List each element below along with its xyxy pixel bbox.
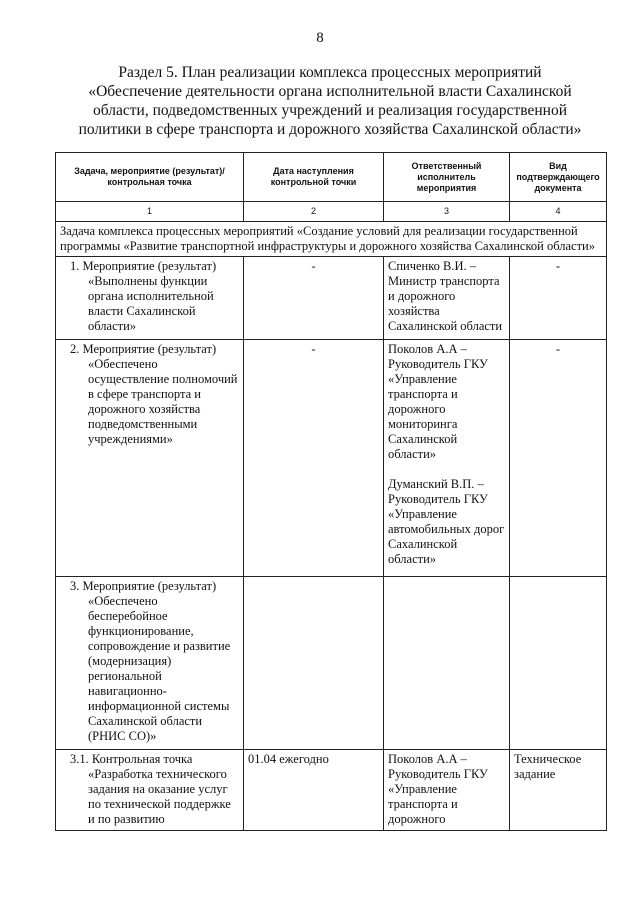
column-number: 4 <box>510 202 607 222</box>
responsible-cell <box>384 340 510 577</box>
responsible-person: Спиченко В.И. – Министр транспорта и дорожного хозяйства Сахалинской области <box>388 259 503 333</box>
table-row <box>56 257 607 340</box>
table-row <box>56 577 607 750</box>
activity-text: «Обеспечено осуществление полномочий в сфере транспорта и дорожного хозяйства подведомственными учреждениями» <box>88 357 238 446</box>
checkpoint-text: «Разработка технического задания на оказание услуг по технической поддержке и по развитию <box>88 767 231 826</box>
section-title-line: «Обеспечение деятельности органа исполнительной власти Сахалинской <box>88 83 572 100</box>
document-cell: Техническое задание <box>510 750 607 831</box>
responsible-cell: Поколов А.А – Руководитель ГКУ «Управление транспорта и дорожного <box>384 750 510 831</box>
responsible-person: Думанский В.П. – Руководитель ГКУ «Управление автомобильных дорог Сахалинской области» <box>388 477 505 566</box>
header-task: Задача, мероприятие (результат)/контрольная точка <box>56 153 244 202</box>
activity-text: «Выполнены функции органа исполнительной власти Сахалинской области» <box>88 274 214 333</box>
responsible-person: Поколов А.А – Руководитель ГКУ «Управление транспорта и дорожного мониторинга Сахалинской области» <box>388 342 488 461</box>
activity-cell <box>56 577 244 750</box>
date-cell <box>244 577 384 750</box>
activity-number: 1. <box>70 259 80 273</box>
header-document: Вид подтверждающего документа <box>510 153 607 202</box>
activity-number: 3. <box>70 579 80 593</box>
activity-title: Мероприятие (результат) <box>82 259 217 273</box>
document-cell <box>510 577 607 750</box>
activity-cell <box>56 257 244 340</box>
table-row <box>56 750 607 831</box>
activity-title: Мероприятие (результат) <box>82 342 217 356</box>
document-cell: - <box>510 340 607 577</box>
responsible-cell <box>384 577 510 750</box>
section-title-line: области, подведомственных учреждений и реализация государственной <box>93 102 567 119</box>
checkpoint-title: Контрольная точка <box>91 752 193 766</box>
section-title <box>60 63 600 139</box>
table-row <box>56 340 607 577</box>
checkpoint-number: 3.1. <box>70 752 89 766</box>
section-title-line: политики в сфере транспорта и дорожного хозяйства Сахалинской области» <box>78 121 582 138</box>
header-date: Дата наступления контрольной точки <box>244 153 384 202</box>
column-number: 2 <box>244 202 384 222</box>
header-responsible: Ответственный исполнитель мероприятия <box>384 153 510 202</box>
task-row <box>56 222 607 257</box>
activity-text: «Обеспечено бесперебойное функционирование, сопровождение и развитие (модернизация) региональной навигационно-информационной системы Сахалинской области (РНИС СО)» <box>88 594 231 743</box>
date-cell: - <box>244 257 384 340</box>
page-number: 8 <box>316 30 324 46</box>
activity-title: Мероприятие (результат) <box>82 579 217 593</box>
task-text: Задача комплекса процессных мероприятий «Создание условий для реализации государственной программы «Развитие транспортной инфраструктуры и дорожного хозяйства Сахалинской области» <box>56 222 607 257</box>
section-title-line: Раздел 5. План реализации комплекса процессных мероприятий <box>118 64 542 81</box>
document-cell: - <box>510 257 607 340</box>
date-cell: - <box>244 340 384 577</box>
plan-table <box>55 152 607 831</box>
activity-number: 2. <box>70 342 80 356</box>
checkpoint-cell <box>56 750 244 831</box>
date-cell: 01.04 ежегодно <box>244 750 384 831</box>
responsible-cell <box>384 257 510 340</box>
column-number: 3 <box>384 202 510 222</box>
column-number: 1 <box>56 202 244 222</box>
column-number-row <box>56 202 607 222</box>
table-header-row <box>56 153 607 202</box>
activity-cell <box>56 340 244 577</box>
